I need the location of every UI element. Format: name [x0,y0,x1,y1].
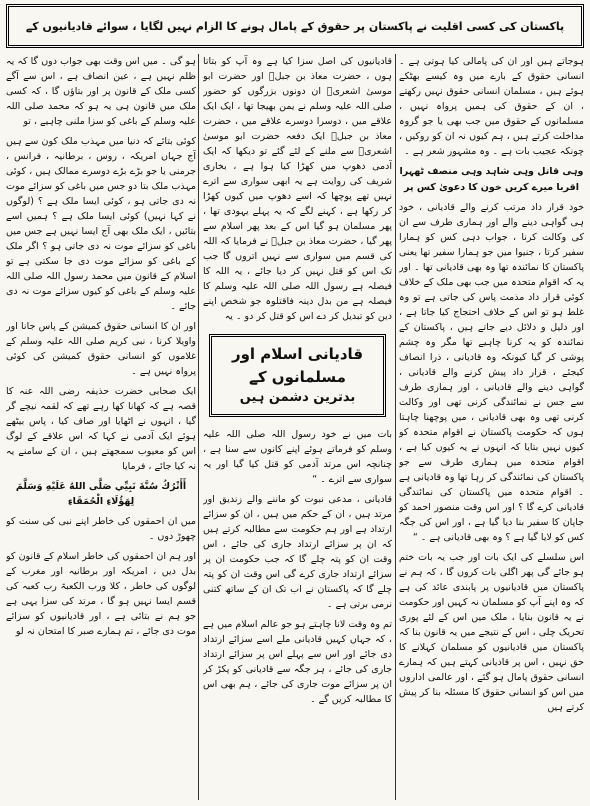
paragraph: ہوجاتے ہیں اور ان کی پامالی کیا ہوتی ہے ۔ انسانی حقوق کے بارے میں وہ کیسے بھٹکے ہوئے ہیں ، مسلمان انسانی حقوق نہیں رکھتے ، ان کے حقوق کی ہمیں پرواہ نہیں ، مسلمانوں کے حقوق میں جب بھی یا جو گروہ مداخلت کرتے ہیں ، ہم کیوں نہ ان کو روکیں ، چونکہ عجیب بات ہے ۔ وہ مشہور شعر ہے ۔ [399,56,584,157]
paragraph: تم وہ وقت لانا چاہتے ہو جو عالم اسلام میں ہے ، کہ جہاں کہیں قادیانی ملے اسے سزائے ارتداد دی جائے اور اس سے پہلے اس پر سزائے ارتداد جاری کی جائے ، ہر جگہ سے قادیانی کو پکڑ کر ان پر سزائے موت جاری کی جائے ، ہم بھی اس کا مطالبہ کریں گے ۔ [203,618,392,705]
paragraph: خود قرار داد مرتب کرنے والے قادیانی ، خود ہی گواہی دینے والے اور ہماری طرف سے ان کی وکالت کرنا ، جواب دہی کس کو ہمارا سفیر کرتا ، جنیوا میں جو ہمارا سفیر تھا یعنی پاکستان کا نمائندہ تھا وہ بھی قادیانی تھا ۔ اور یہ کہ اقوام متحدہ میں جب بھی ملک کے خلاف کوئی قرار داد مذمت پاس کی جاتی ہے تو وہ غلط ہو تو اس کے خلاف احتجاج کیا جاتا ہے ، اور دلیل و دلائل دیے جاتے ہیں ، پاکستان کے نمائندہ کو یہ کرنا چاہیے تھا مگر وہ چشم پوشی کر گیا کیونکہ وہ قادیانی ، ذرا انصاف کیجئے ، قرار داد پیش کرنے والے قادیانی ، گواہی دینے والے قادیانی ، اور ہماری طرف سے جس نے نمائندگی کرنی تھی اور وکالت کرنی تھی وہ بھی قادیانی ، میں پوچھنا چاہتا ہوں کہ حکومت پاکستان نے اقوام متحدہ کو کیوں نہیں بتایا کہ انہوں نے یہ کیوں کیا ہے ، اقوام متحدہ میں ہماری طرف سے جو پاکستان کی نمائندگی کر رہا تھا وہ قادیانی ہے ۔ اقوام متحدہ میں پاکستان کی نمائندگی قادیانی کرے گا ؟ اور اس وقت منصور احمد کو جاپان کا سفیر بنا دیا گیا ہے ، اور اس کی جگہ کس کو لایا گیا ہے ؟ وہ بھی قادیانی ہے ۔ “ [399,202,584,543]
paragraph: قادیانی ، مدعی نبوت کو ماننے والے زندیق اور مرتد ہیں ، ان کے حکم میں ہیں ، ان کو سزائے ارتداد ہے اور ہم حکومت سے مطالبہ کرتے ہیں کہ ان پر سزائے ارتداد جاری کی جائے ، اس وقت ان کو پتہ چلے گا کہ جب حکومت ان پر سزائے ارتداد جاری کرے گی اس وقت ان کو پتہ چلے گا کہ پاکستان نے اب تک ان کے ساتھ کتنی نرمی برتی ہے ۔ [203,493,392,610]
paragraph: ہو گی ۔ میں اس وقت بھی جواب دوں گا کہ یہ ظلم نہیں ہے ، عین انصاف ہے ، اس سے آگے کسی ملک کے قانون پر اور بتاؤں گا ، کہ کسی ملک میں قانون ہی یہ ہو کہ محمد صلی اللہ علیہ وسلم کے باغی کو سزا ملنی چاہیے ، تو [6,56,196,127]
left-column [6,54,196,800]
boxed-subheading [209,334,386,417]
middle-column [203,54,392,800]
couplet-line: اقربا میرے کریں خون کا دعویٰ کس پر [404,182,579,193]
right-column [399,54,584,800]
paragraph: قادیانیوں کی اصل سزا کیا ہے وہ آپ کو بتاتا ہوں ، حضرت معاذ بن جبلؓ اور حضرت ابو موسیٰ اشعریؓ ان دونوں بزرگوں کو حضور صلی اللہ علیہ وسلم نے یمن بھیجا تھا ، ایک ایک علاقے میں ، دوسرا دوسرے علاقے میں ، حضرت معاذ بن جبلؓ ایک دفعہ حضرت ابو موسیٰ اشعریؓ سے ملنے کے لئے گئے تو دیکھا کہ ایک آدمی دھوپ میں کھڑا کیا ہوا ہے ، بخاری شریف کی روایت ہے یہ ابھی سواری سے اترے نہیں تھے پوچھا کہ اسے دھوپ میں کیوں کھڑا کر رکھا ہے ، کہنے لگے کہ یہ پہلے یہودی تھا ، پھر مسلمان ہو گیا اس کے بعد پھر اسلام سے پھر گیا ، حضرت معاذ بن جبلؓ نے فرمایا کہ اللہ کی قسم میں سواری سے نہیں اتروں گا جب تک اس کو قتل نہیں کر دیا جائے ، یہ اللہ کا فیصلہ ہے رسول اللہ صلی اللہ علیہ وسلم کا فیصلہ ہے من بدل دینہ فاقتلوہ جو شخص اپنے دین کو تبدیل کر دے اس کو قتل کر دو ۔ یہ [203,56,392,322]
paragraph: ایک صحابی حضرت حذیفہ رضی اللہ عنہ کا قصہ ہے کہ کھانا کھا رہے تھے کہ لقمہ نیچے گر گیا ، انہوں نے اٹھایا اور صاف کیا ، پاس بیٹھے ہوئے ایک آدمی نے کہا کہ اس علاقے کے لوگ اس کو معیوب سمجھتے ہیں ، ان کے سامنے یہ نہ کیا جائے ، فرمایا [6,386,196,472]
column-divider-left [198,54,199,800]
arabic-hadith-quote: أَأَتْرُكُ سُنَّةَ نَبِيِّي صَلَّى اللهُ عَلَيْهِ وَسَلَّمَ لِهَؤُلَاءِ الْحُمَقَاءِ [15,481,187,507]
subheading-line-2: بدترین دشمن ہیں [239,390,356,405]
poetry-couplet [399,164,584,195]
paragraph: اس سلسلے کی ایک بات اور جب یہ بات ختم ہو جائے گی پھر اگلی بات کروں گا ، کہ ہم نے پاکستان میں قادیانیوں پر پابندی عائد کی ہے کہ وہ اپنے آپ کو مسلمان نہ کہیں اور حکومت نے یہ قانون بنایا ، ملک میں اس کے لئے پوری تحریک چلی ، اس کے نتیجے میں یہ قانون بنا کہ پاکستان میں قادیانیوں کو مسلمان کہلانے کا حق نہیں ، اس پر قادیانی کہتے ہیں کہ ہمارے انسانی حقوق پامال ہو گئے ، اور عالمی اداروں میں اس کو انسانی حقوق کا مسئلہ بنا کر پیش کرتے ہیں [399,552,584,713]
couplet-line: وہی قاتل وہی شاہد وہی منصف ٹھہرا [399,166,584,177]
paragraph: کوئی بتائے کہ دنیا میں مہذب ملک کون سے ہیں آج جہاں امریکہ ، روس ، برطانیہ ، فرانس ، جرمنی یا جو بڑے بڑے دوسرے ممالک ہیں ، کوئی مہذب ملک بتا دو جس میں باغی کو سزائے موت نہ دی جاتی ہو ، کوئی ایسا ملک ہے ؟ (لوگوں نے کہا نہیں) کوئی ایسا ملک ہے ؟ ہمیں اسے بتائیں ، ایک ملک بھی آج ایسا نہیں ہے جس میں باغی کو سزائے موت نہ دی جاتی ہو ؟ اگر ملک کے باغی کو سزائے موت دی جا سکتی ہے تو اسلام کے قانون میں محمد رسول اللہ صلی اللہ علیہ وسلم کے باغی کو کیوں سزائے موت نہ دی جائے ۔ [6,136,196,312]
paragraph: بات میں نے خود رسول اللہ صلی اللہ علیہ وسلم کو فرماتے ہوئے اپنے کانوں سے سنا ہے ، چنانچہ اس مرتد آدمی کو قتل کیا گیا اور یہ سواری سے اترے ۔ “ [203,428,392,485]
paragraph: میں ان احمقوں کی خاطر اپنے نبی کی سنت کو چھوڑ دوں ۔ [6,516,196,542]
column-divider-right [395,54,396,800]
headline-box [6,4,584,48]
paragraph: اور ان کا انسانی حقوق کمیشن کے پاس جانا اور واویلا کرنا ، نبی کریم صلی اللہ علیہ وسلم کے غلاموں کو انسانی حقوق کمیشن کی کوئی پرواہ نہیں ہے ۔ [6,321,196,377]
headline: پاکستان کی کسی اقلیت نے پاکستان پر حقوق کے پامال ہونے کا الزام نہیں لگایا ، سوائے قادیانیوں کے [25,19,565,33]
paragraph: اور ہم ان احمقوں کی خاطر اسلام کے قانون کو بدل دیں ، امریکہ اور برطانیہ اور مغرب کے لوگوں کی خاطر ، کلا ورب الکعبۃ رب کعبہ کی قسم ایسا نہیں ہو گا ، مرتد کی سزا یہی ہے جو ہم نے بتائی ہے ، اور قادیانیوں کو سزائے موت دی جائے ، تم ہمارے صبر کا امتحان نہ لو [6,551,196,637]
subheading-line-1: قادیانی اسلام اور مسلمانوں کے [231,345,364,386]
